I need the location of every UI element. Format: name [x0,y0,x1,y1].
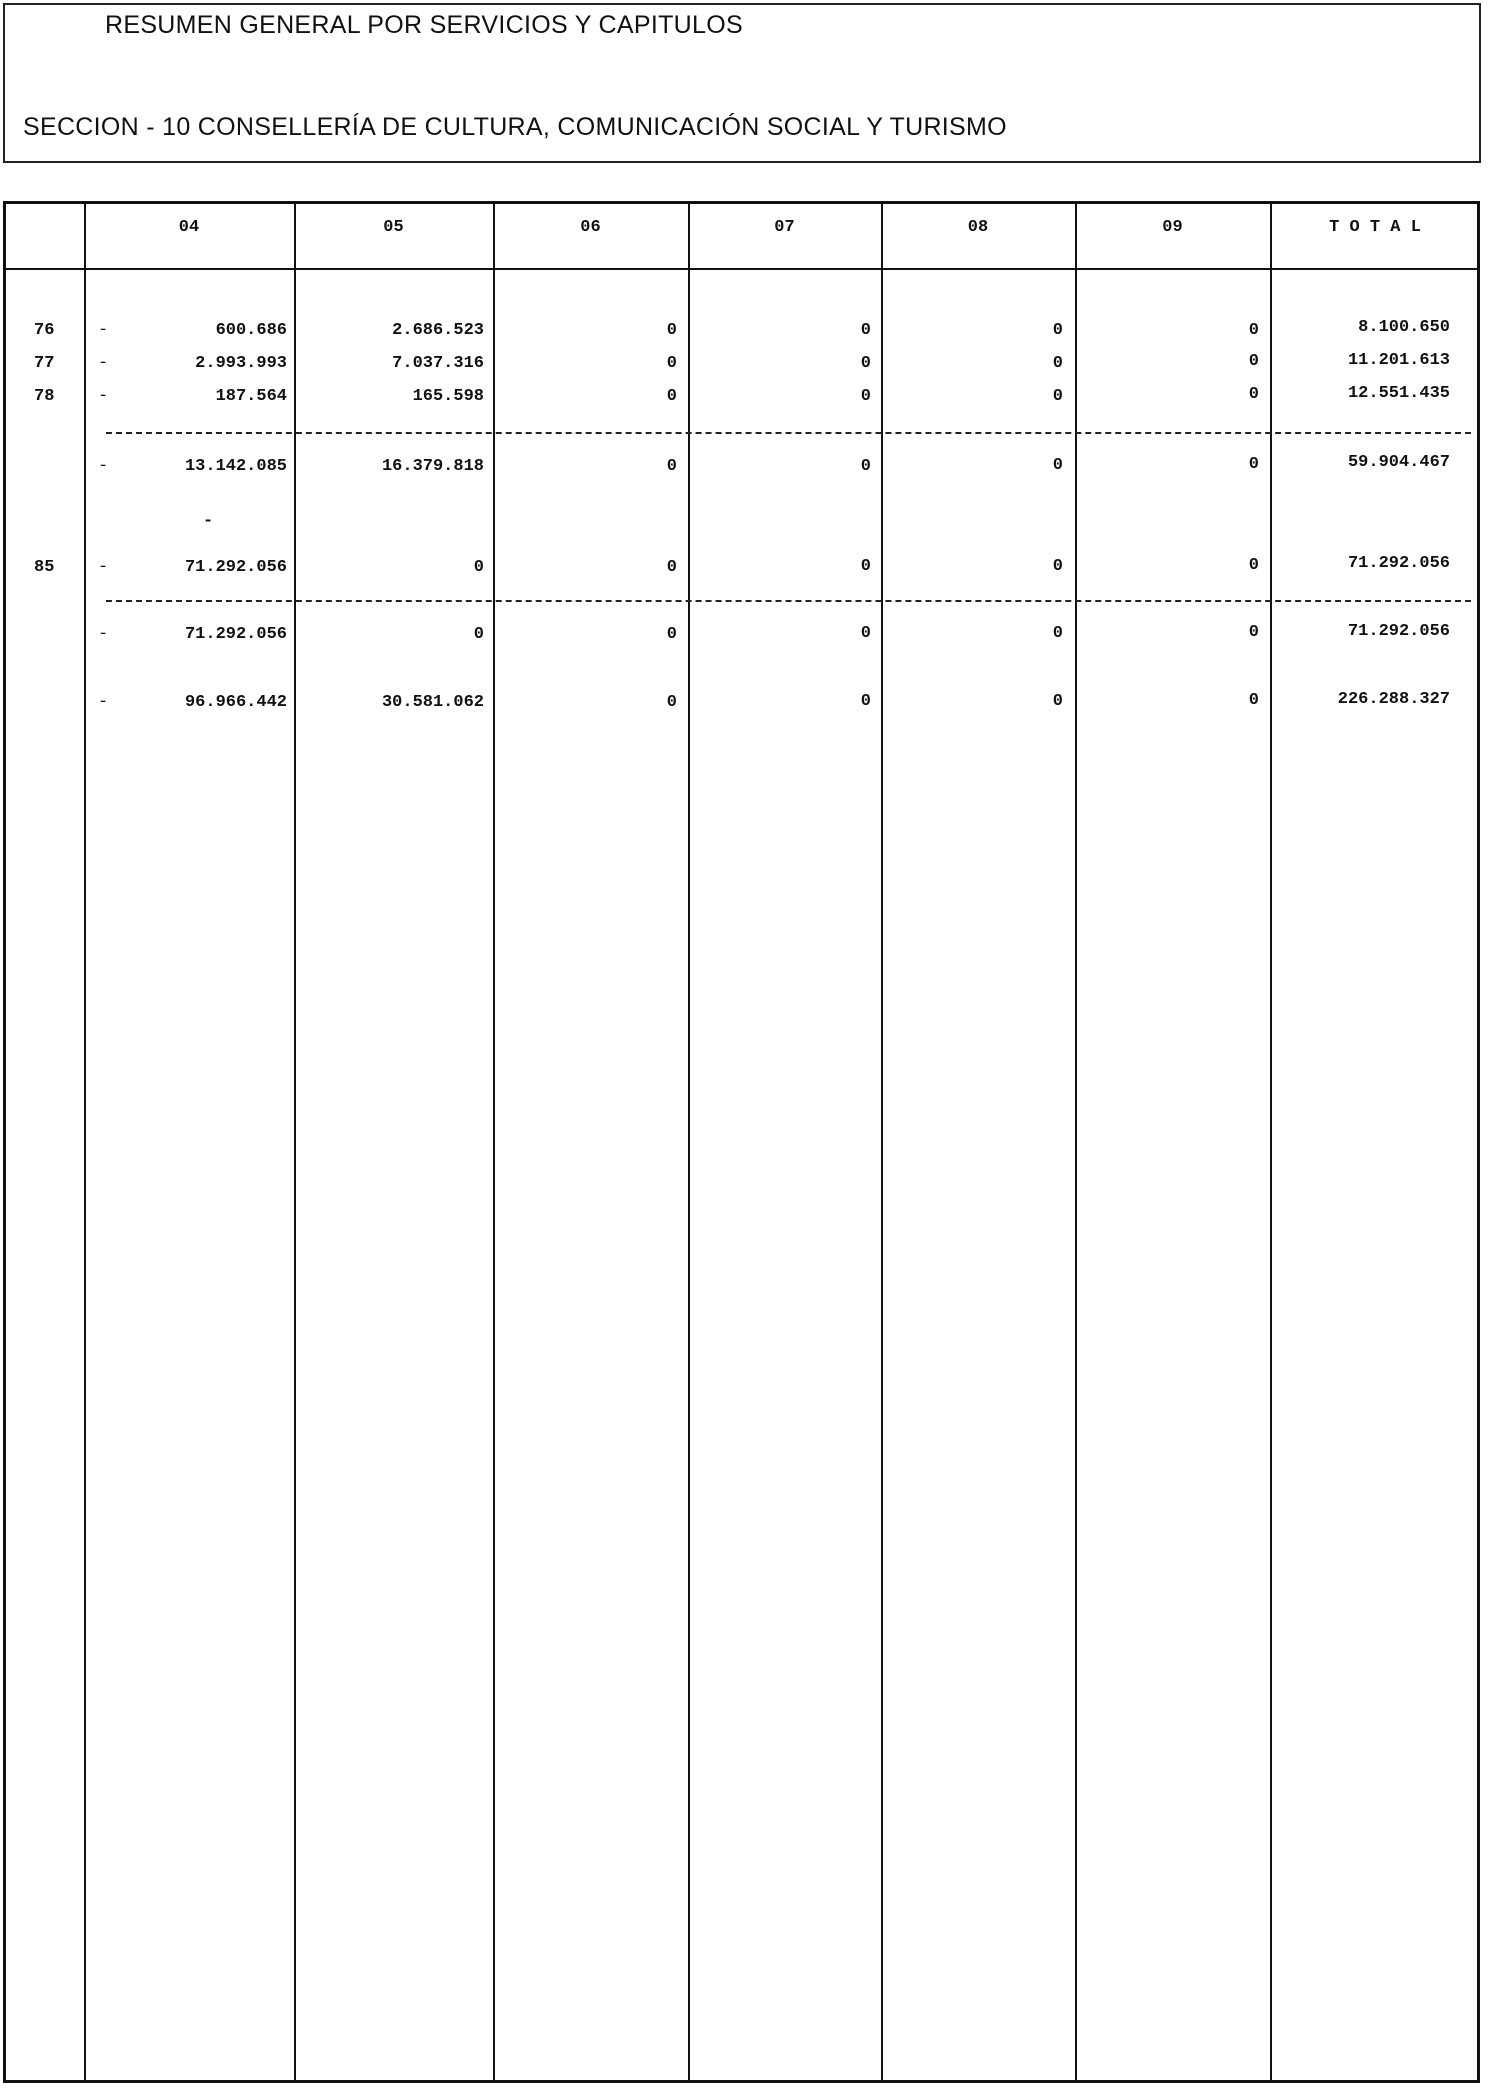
cell-04: 13.142.085 [184,457,287,476]
row-dash: - [98,321,109,340]
summary-table [3,201,1480,2083]
col-header-08: 08 [967,218,989,237]
column-divider [1270,204,1272,2080]
cell-08: 0 [1052,321,1063,340]
column-divider [84,204,86,2080]
cell-06: 0 [666,321,677,340]
row-label: 76 [34,321,55,340]
row-label: 77 [34,354,55,373]
cell-07: 0 [860,457,871,476]
cell-07: 0 [860,692,871,711]
cell-06: 0 [666,457,677,476]
column-divider [1075,204,1077,2080]
cell-07: 0 [860,387,871,406]
cell-08: 0 [1052,387,1063,406]
row-dash: - [98,457,109,476]
row-label: 85 [34,558,55,577]
col-header-04: 04 [178,218,200,237]
cell-05: 7.037.316 [392,354,484,373]
col-header-09: 09 [1162,218,1183,237]
cell-05: 0 [473,625,484,644]
col-header-total: T O T A L [1329,218,1421,237]
report-header [3,3,1481,163]
cell-09: 0 [1248,691,1259,710]
cell-08: 0 [1052,692,1063,711]
cell-09: 0 [1248,385,1259,404]
cell-07: 0 [860,321,871,340]
cell-09: 0 [1248,556,1259,575]
cell-05: 16.379.818 [381,457,484,476]
cell-05: 2.686.523 [392,321,484,340]
row-dash: - [98,387,109,406]
cell-04: 71.292.056 [184,558,287,577]
cell-04: 71.292.056 [184,625,287,644]
header-divider [6,268,1477,270]
cell-06: 0 [666,387,677,406]
row-dash: - [98,354,109,373]
row-dash: - [98,625,109,644]
col-header-05: 05 [383,218,404,237]
cell-05: 165.598 [412,387,484,406]
stray-mark: - [203,512,214,531]
cell-07: 0 [860,354,871,373]
column-divider [493,204,495,2080]
cell-09: 0 [1248,321,1259,340]
subtotal-separator [106,432,1471,434]
cell-total: 71.292.056 [1347,622,1450,641]
column-divider [294,204,296,2080]
cell-08: 0 [1052,354,1063,373]
section-title: SECCION - 10 CONSELLERÍA DE CULTURA, COMUNICACIÓN SOCIAL Y TURISMO [23,113,1007,141]
cell-08: 0 [1052,456,1063,475]
cell-07: 0 [860,624,871,643]
cell-total: 8.100.650 [1358,318,1450,337]
cell-04: 600.686 [215,321,287,340]
row-dash: - [98,558,109,577]
cell-total: 71.292.056 [1347,554,1450,573]
cell-06: 0 [666,558,677,577]
cell-04: 187.564 [215,387,287,406]
subtotal-separator [106,600,1471,602]
cell-total: 59.904.467 [1347,453,1450,472]
cell-06: 0 [666,354,677,373]
cell-08: 0 [1052,557,1063,576]
row-dash: - [98,693,109,712]
cell-total: 12.551.435 [1347,384,1450,403]
cell-06: 0 [666,693,677,712]
cell-05: 30.581.062 [381,693,484,712]
cell-04: 2.993.993 [195,354,287,373]
cell-09: 0 [1248,352,1259,371]
cell-08: 0 [1052,624,1063,643]
cell-total: 226.288.327 [1337,690,1450,709]
cell-09: 0 [1248,455,1259,474]
col-header-06: 06 [580,218,601,237]
cell-05: 0 [473,558,484,577]
cell-07: 0 [860,557,871,576]
column-divider [688,204,690,2080]
cell-04: 96.966.442 [184,693,287,712]
column-divider [881,204,883,2080]
row-label: 78 [34,387,55,406]
cell-total: 11.201.613 [1347,351,1450,370]
report-title: RESUMEN GENERAL POR SERVICIOS Y CAPITULOS [105,11,743,39]
cell-09: 0 [1248,623,1259,642]
cell-06: 0 [666,625,677,644]
col-header-07: 07 [774,218,795,237]
